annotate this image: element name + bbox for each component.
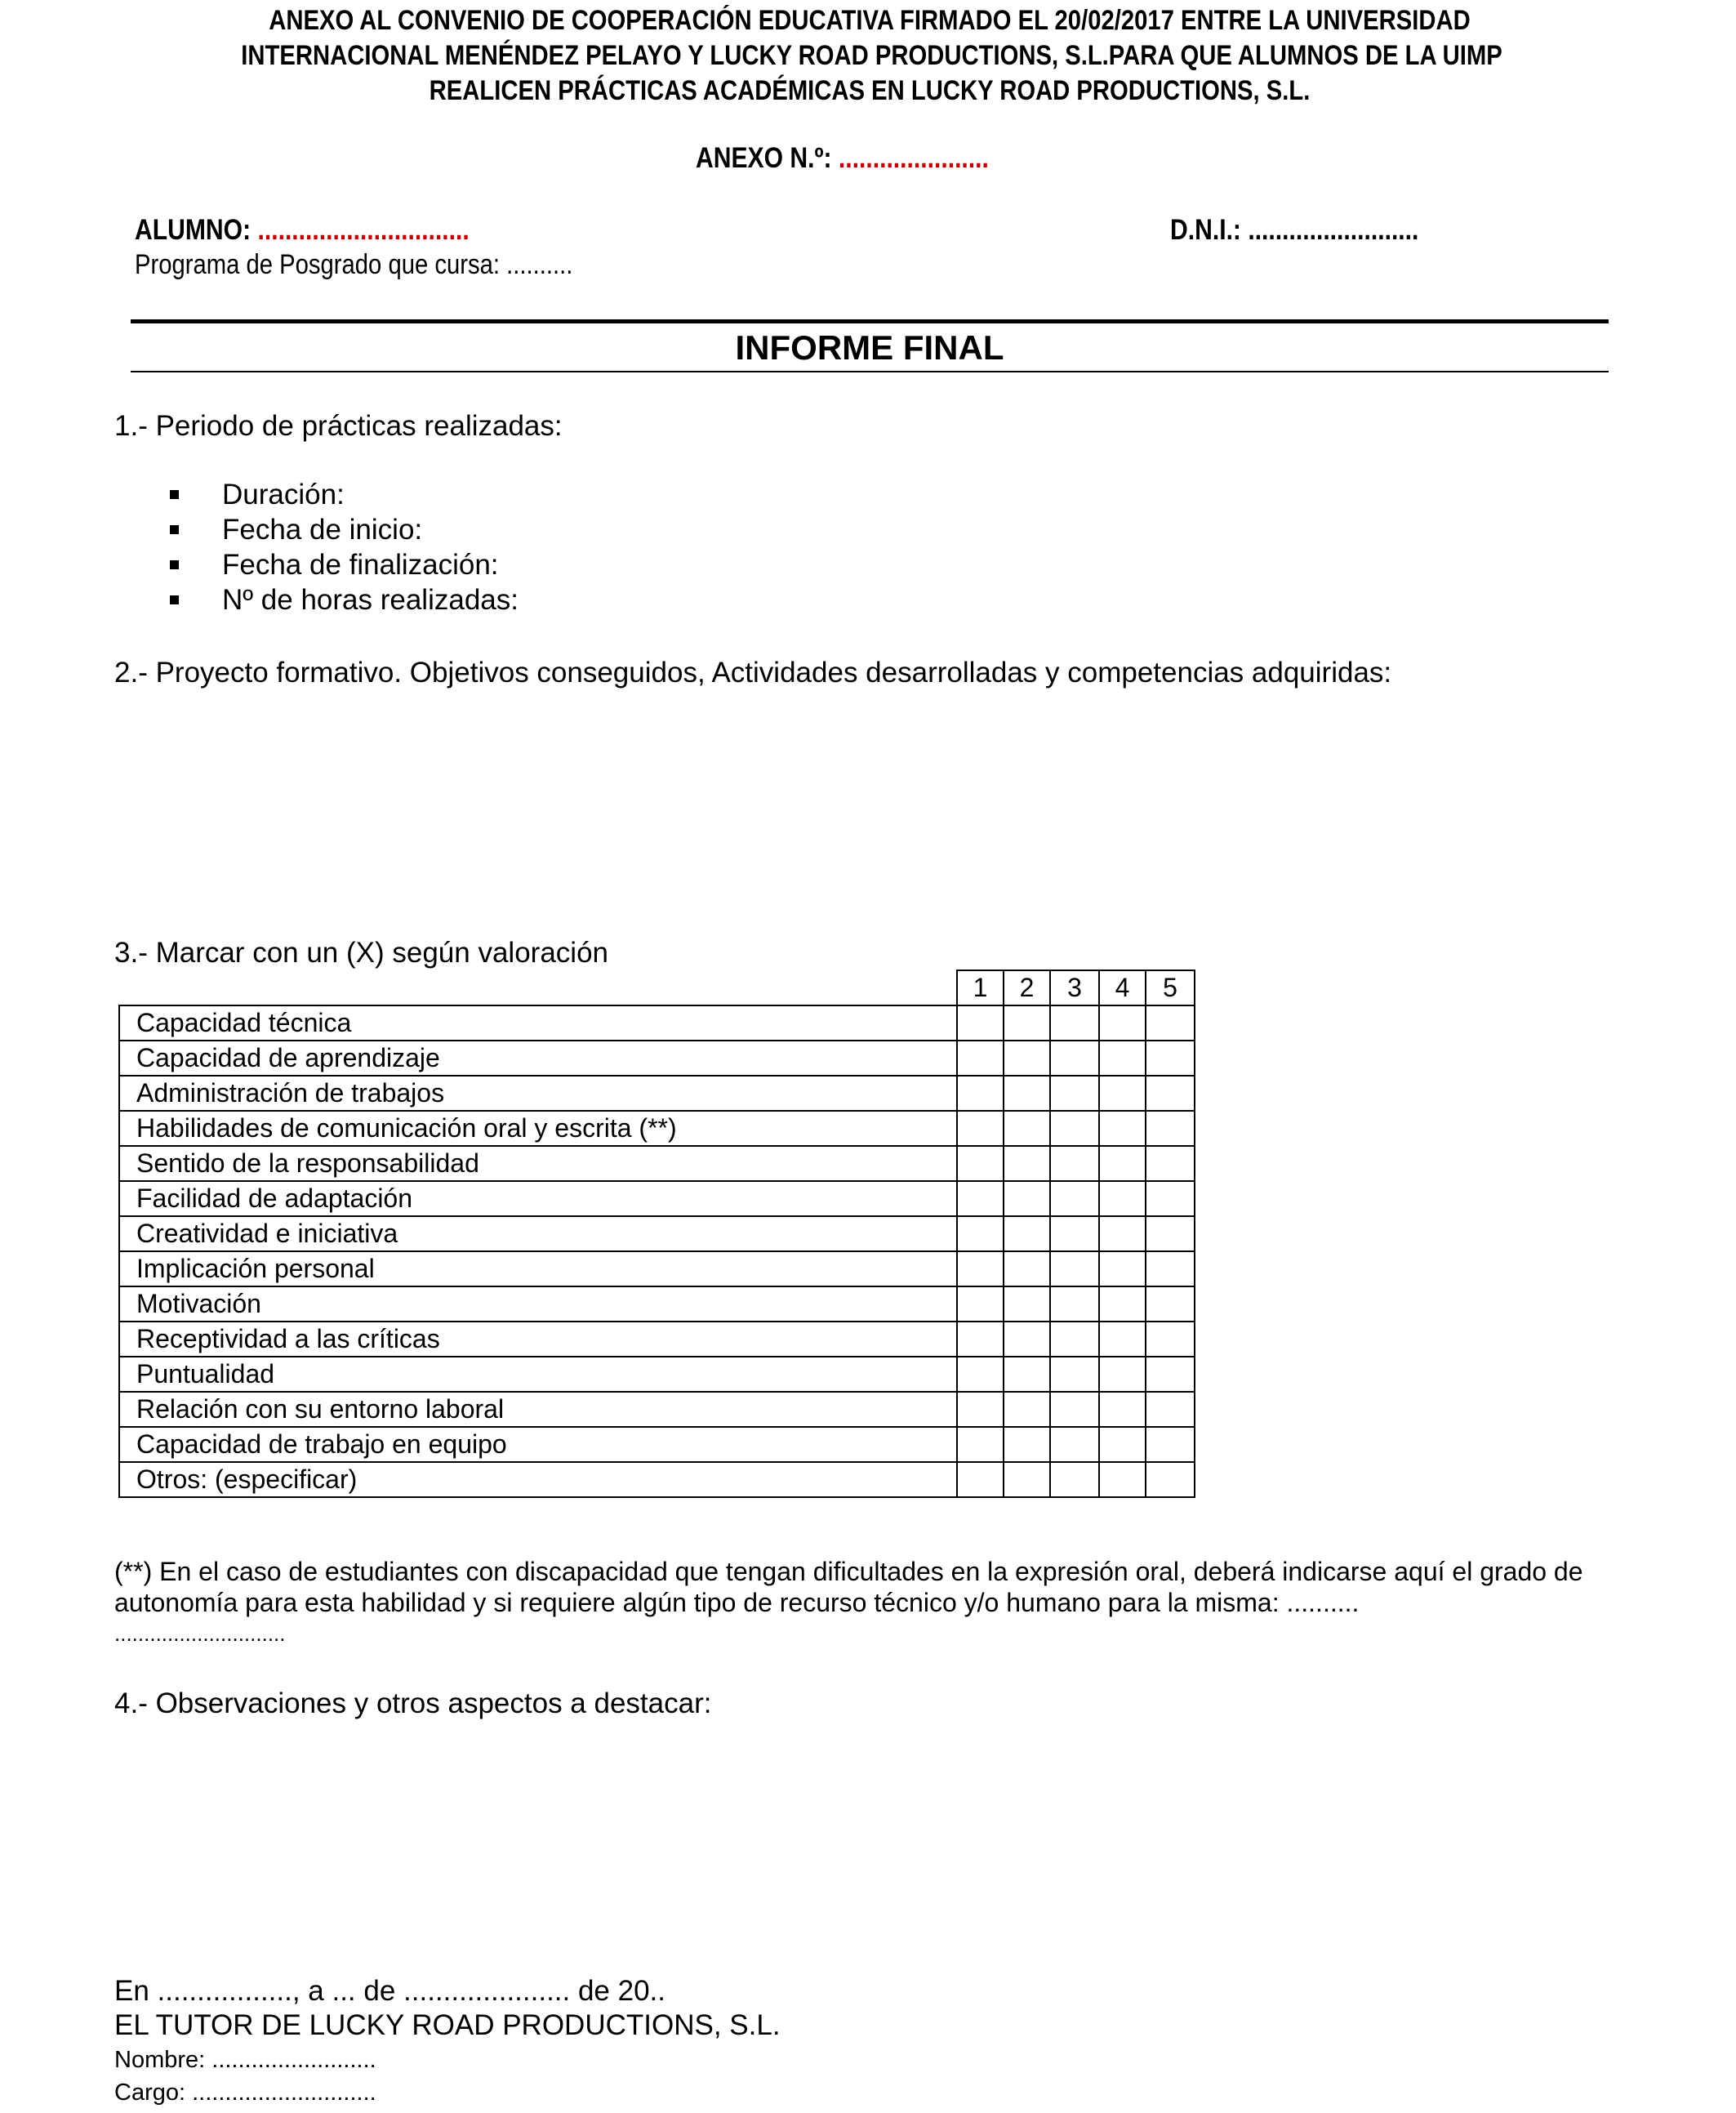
title-rule-bottom <box>131 371 1609 372</box>
rating-cell-2[interactable] <box>1004 1216 1050 1251</box>
rating-cell-1[interactable] <box>957 1216 1004 1251</box>
criterion-label: Puntualidad <box>119 1357 957 1392</box>
rating-cell-2[interactable] <box>1004 1392 1050 1427</box>
rating-cell-2[interactable] <box>1004 1322 1050 1357</box>
rating-cell-2[interactable] <box>1004 1076 1050 1111</box>
rating-cell-2[interactable] <box>1004 1286 1050 1322</box>
rating-cell-1[interactable] <box>957 1005 1004 1041</box>
list-item: Duración: <box>167 477 519 512</box>
rating-cell-5[interactable] <box>1146 1216 1195 1251</box>
section-4-heading: 4.- Observaciones y otros aspectos a destacar: <box>114 1687 712 1719</box>
rating-cell-1[interactable] <box>957 1041 1004 1076</box>
alumno-field <box>135 214 470 247</box>
criterion-label: Facilidad de adaptación <box>119 1181 957 1216</box>
rating-cell-4[interactable] <box>1099 1251 1146 1286</box>
rating-cell-4[interactable] <box>1099 1005 1146 1041</box>
table-row <box>119 1251 1195 1286</box>
rating-cell-4[interactable] <box>1099 1041 1146 1076</box>
header-line-3: REALICEN PRÁCTICAS ACADÉMICAS EN LUCKY ROAD PRODUCTIONS, S.L. <box>429 75 1311 106</box>
programa-field: Programa de Posgrado que cursa: .......... <box>135 249 573 280</box>
rating-cell-3[interactable] <box>1050 1005 1099 1041</box>
scale-header: 5 <box>1146 970 1195 1005</box>
criterion-label: Relación con su entorno laboral <box>119 1392 957 1427</box>
rating-cell-3[interactable] <box>1050 1216 1099 1251</box>
criterion-label: Sentido de la responsabilidad <box>119 1146 957 1181</box>
rating-cell-5[interactable] <box>1146 1041 1195 1076</box>
rating-cell-3[interactable] <box>1050 1427 1099 1462</box>
section-3-heading: 3.- Marcar con un (X) según valoración <box>114 937 608 969</box>
header-line-2: INTERNACIONAL MENÉNDEZ PELAYO Y LUCKY ROAD PRODUCTIONS, S.L.PARA QUE ALUMNOS DE LA UIMP <box>241 40 1502 71</box>
criterion-label: Capacidad técnica <box>119 1005 957 1041</box>
rating-cell-1[interactable] <box>957 1357 1004 1392</box>
evaluation-table <box>118 970 1195 1498</box>
rating-cell-3[interactable] <box>1050 1286 1099 1322</box>
section-1-heading: 1.- Periodo de prácticas realizadas: <box>114 410 563 442</box>
rating-cell-3[interactable] <box>1050 1392 1099 1427</box>
table-row <box>119 1392 1195 1427</box>
criterion-label: Otros: (especificar) <box>119 1462 957 1497</box>
criterion-label: Capacidad de aprendizaje <box>119 1041 957 1076</box>
table-header-blank <box>119 970 957 1005</box>
table-header-row <box>119 970 1195 1005</box>
rating-cell-1[interactable] <box>957 1322 1004 1357</box>
rating-cell-5[interactable] <box>1146 1427 1195 1462</box>
rating-cell-5[interactable] <box>1146 1146 1195 1181</box>
rating-cell-5[interactable] <box>1146 1181 1195 1216</box>
dni-field <box>1170 214 1418 247</box>
table-row <box>119 1181 1195 1216</box>
rating-cell-1[interactable] <box>957 1251 1004 1286</box>
alumno-value: ............................... <box>257 214 470 246</box>
rating-cell-5[interactable] <box>1146 1005 1195 1041</box>
signature-tutor: EL TUTOR DE LUCKY ROAD PRODUCTIONS, S.L. <box>114 2009 781 2041</box>
list-item: Nº de horas realizadas: <box>167 582 519 617</box>
rating-cell-2[interactable] <box>1004 1181 1050 1216</box>
signature-nombre: Nombre: ......................... <box>114 2047 376 2073</box>
table-row <box>119 1357 1195 1392</box>
accessibility-note: (**) En el caso de estudiantes con discapacidad que tengan dificultades en la expresión oral, deberá indicarse aquí el grado de autonomía para esta habilidad y si requiere algún tipo de recurso técnico y/o humano para la misma: .......... <box>114 1557 1583 1617</box>
table-row <box>119 1462 1195 1497</box>
page-title: INFORME FINAL <box>735 328 1004 367</box>
rating-cell-4[interactable] <box>1099 1076 1146 1111</box>
dni-value: ......................... <box>1248 214 1419 246</box>
scale-header: 3 <box>1050 970 1099 1005</box>
rating-cell-3[interactable] <box>1050 1322 1099 1357</box>
rating-cell-5[interactable] <box>1146 1392 1195 1427</box>
rating-cell-1[interactable] <box>957 1427 1004 1462</box>
rating-cell-2[interactable] <box>1004 1357 1050 1392</box>
rating-cell-3[interactable] <box>1050 1181 1099 1216</box>
title-rule-top <box>131 319 1609 323</box>
rating-cell-4[interactable] <box>1099 1427 1146 1462</box>
rating-cell-2[interactable] <box>1004 1427 1050 1462</box>
scale-header: 2 <box>1004 970 1050 1005</box>
table-row <box>119 1427 1195 1462</box>
anexo-number <box>696 142 989 175</box>
section-1-list <box>167 477 519 617</box>
criterion-label: Receptividad a las críticas <box>119 1322 957 1357</box>
criterion-label: Implicación personal <box>119 1251 957 1286</box>
table-row <box>119 1076 1195 1111</box>
alumno-label: ALUMNO: <box>135 214 251 246</box>
rating-cell-1[interactable] <box>957 1146 1004 1181</box>
rating-cell-4[interactable] <box>1099 1146 1146 1181</box>
rating-cell-4[interactable] <box>1099 1322 1146 1357</box>
criterion-label: Creatividad e iniciativa <box>119 1216 957 1251</box>
rating-cell-4[interactable] <box>1099 1286 1146 1322</box>
table-row <box>119 1005 1195 1041</box>
table-row <box>119 1111 1195 1146</box>
rating-cell-5[interactable] <box>1146 1322 1195 1357</box>
criterion-label: Capacidad de trabajo en equipo <box>119 1427 957 1462</box>
rating-cell-4[interactable] <box>1099 1357 1146 1392</box>
rating-cell-1[interactable] <box>957 1111 1004 1146</box>
rating-cell-3[interactable] <box>1050 1076 1099 1111</box>
table-row <box>119 1216 1195 1251</box>
list-item: Fecha de finalización: <box>167 547 519 582</box>
rating-cell-2[interactable] <box>1004 1251 1050 1286</box>
rating-cell-1[interactable] <box>957 1076 1004 1111</box>
rating-cell-3[interactable] <box>1050 1251 1099 1286</box>
rating-cell-1[interactable] <box>957 1181 1004 1216</box>
table-row <box>119 1286 1195 1322</box>
rating-cell-3[interactable] <box>1050 1041 1099 1076</box>
document-header <box>241 3 1502 109</box>
table-row <box>119 1146 1195 1181</box>
section-2-heading: 2.- Proyecto formativo. Objetivos conseguidos, Actividades desarrolladas y competencias adquiridas: <box>114 657 1392 689</box>
rating-cell-4[interactable] <box>1099 1462 1146 1497</box>
list-item: Fecha de inicio: <box>167 512 519 547</box>
rating-cell-3[interactable] <box>1050 1146 1099 1181</box>
rating-cell-2[interactable] <box>1004 1111 1050 1146</box>
rating-cell-4[interactable] <box>1099 1392 1146 1427</box>
rating-cell-4[interactable] <box>1099 1111 1146 1146</box>
anexo-value: ...................... <box>838 142 989 174</box>
rating-cell-4[interactable] <box>1099 1181 1146 1216</box>
dni-label: D.N.I.: <box>1170 214 1241 246</box>
table-row <box>119 1322 1195 1357</box>
header-line-1: ANEXO AL CONVENIO DE COOPERACIÓN EDUCATIVA FIRMADO EL 20/02/2017 ENTRE LA UNIVERSIDAD <box>269 5 1471 36</box>
table-row <box>119 1041 1195 1076</box>
rating-cell-5[interactable] <box>1146 1286 1195 1322</box>
signature-cargo: Cargo: ............................ <box>114 2080 376 2106</box>
rating-cell-1[interactable] <box>957 1286 1004 1322</box>
rating-cell-5[interactable] <box>1146 1462 1195 1497</box>
criterion-label: Habilidades de comunicación oral y escrita (**) <box>119 1111 957 1146</box>
rating-cell-3[interactable] <box>1050 1357 1099 1392</box>
scale-header: 4 <box>1099 970 1146 1005</box>
signature-place-date: En ................., a ... de ..................... de 20.. <box>114 1975 665 2007</box>
scale-header: 1 <box>957 970 1004 1005</box>
rating-cell-4[interactable] <box>1099 1216 1146 1251</box>
criterion-label: Motivación <box>119 1286 957 1322</box>
rating-cell-3[interactable] <box>1050 1462 1099 1497</box>
rating-cell-2[interactable] <box>1004 1462 1050 1497</box>
rating-cell-5[interactable] <box>1146 1357 1195 1392</box>
rating-cell-1[interactable] <box>957 1392 1004 1427</box>
rating-cell-5[interactable] <box>1146 1251 1195 1286</box>
rating-cell-2[interactable] <box>1004 1005 1050 1041</box>
rating-cell-2[interactable] <box>1004 1146 1050 1181</box>
anexo-label: ANEXO N.º: <box>696 142 832 174</box>
note-dots: ............................. <box>114 1621 286 1646</box>
rating-cell-5[interactable] <box>1146 1111 1195 1146</box>
rating-cell-5[interactable] <box>1146 1076 1195 1111</box>
criterion-label: Administración de trabajos <box>119 1076 957 1111</box>
rating-cell-2[interactable] <box>1004 1041 1050 1076</box>
rating-cell-3[interactable] <box>1050 1111 1099 1146</box>
rating-cell-1[interactable] <box>957 1462 1004 1497</box>
